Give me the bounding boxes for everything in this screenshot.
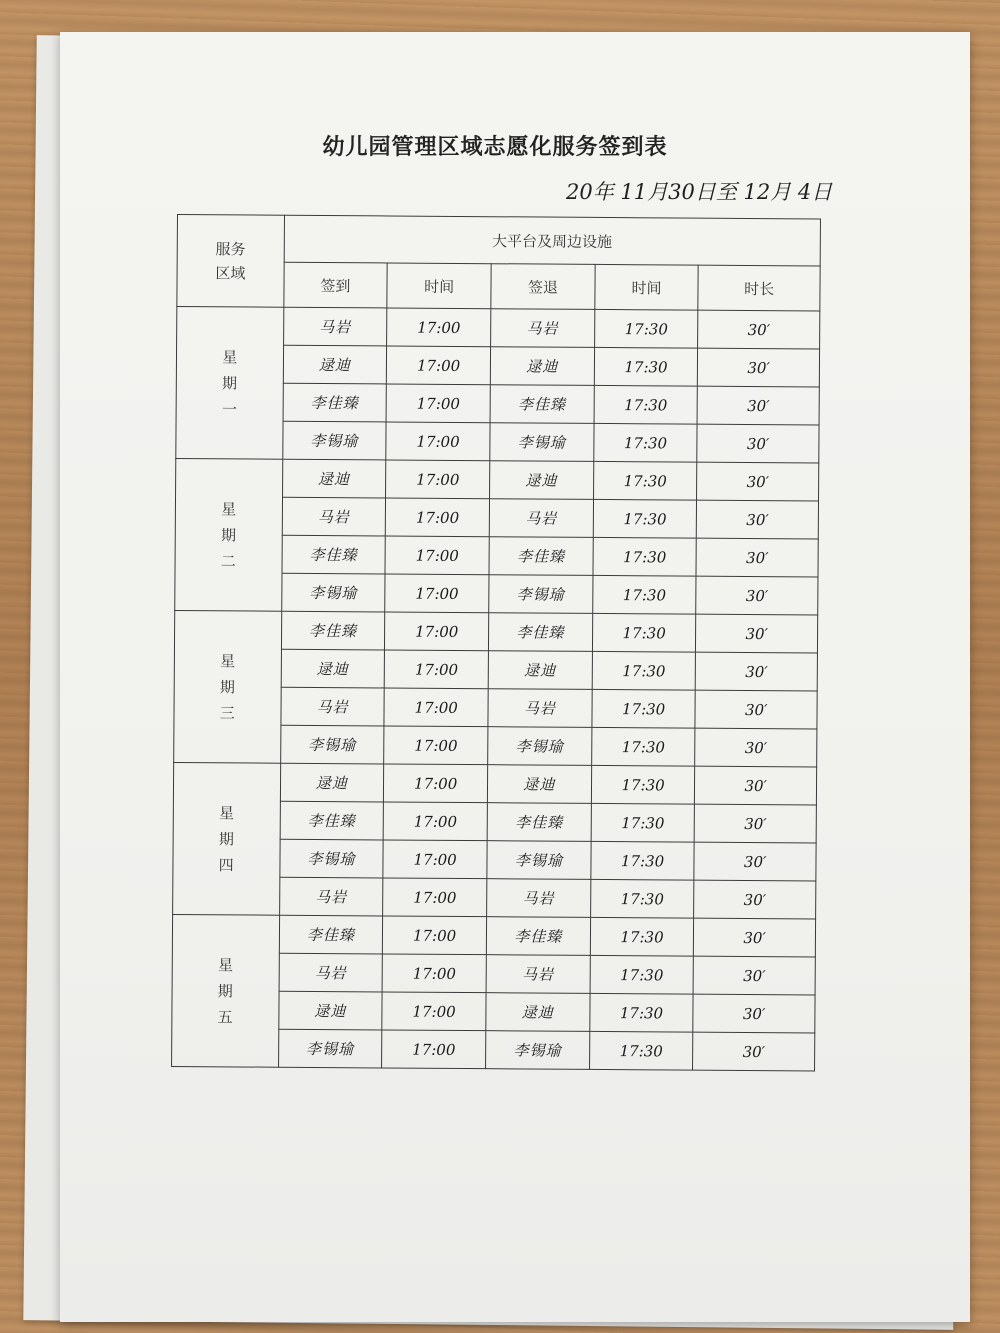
- sign-out-time: 17:30: [591, 727, 695, 766]
- sign-out-signature: 逯迪: [488, 651, 592, 690]
- column-header-duration: 时长: [698, 265, 820, 311]
- sign-in-time: 17:00: [385, 612, 489, 651]
- sign-in-signature: 李佳臻: [281, 611, 385, 650]
- sign-out-signature: 李锡瑜: [486, 1031, 590, 1070]
- duration-value: 30′: [694, 842, 816, 881]
- table-row: [172, 914, 815, 956]
- duration-value: 30′: [693, 1032, 815, 1071]
- column-header-sign-in: 签到: [283, 262, 387, 308]
- duration-value: 30′: [695, 804, 817, 843]
- sign-in-signature: 逯迪: [278, 991, 382, 1030]
- sign-in-time: 17:00: [383, 878, 487, 917]
- sign-in-time: 17:00: [385, 536, 489, 575]
- day-label-char: 星: [217, 955, 234, 974]
- duration-value: 30′: [694, 918, 816, 957]
- sign-in-time: 17:00: [387, 346, 491, 385]
- sign-in-time: 17:00: [385, 574, 489, 613]
- table-body: [172, 307, 820, 1071]
- sign-in-signature: 逯迪: [280, 763, 384, 802]
- day-label-char: 星: [219, 803, 235, 822]
- sign-out-time: 17:30: [589, 1031, 693, 1070]
- column-header-sign-out: 签退: [491, 264, 595, 310]
- sign-out-signature: 李佳臻: [486, 917, 590, 956]
- sign-in-time: 17:00: [387, 308, 491, 347]
- day-label: [172, 914, 280, 1067]
- day-label-char: 期: [217, 981, 233, 1000]
- sign-in-signature: 李锡瑜: [281, 573, 385, 612]
- day-label-char: 星: [221, 499, 237, 518]
- sign-out-signature: 李锡瑜: [488, 727, 592, 766]
- sign-in-time: 17:00: [382, 992, 486, 1031]
- sign-in-signature: 逯迪: [283, 345, 387, 384]
- sign-in-time: 17:00: [386, 422, 490, 461]
- sign-in-time: 17:00: [384, 650, 488, 689]
- sign-out-time: 17:30: [590, 993, 694, 1032]
- sign-in-signature: 李锡瑜: [282, 421, 386, 460]
- document-title: 幼儿园管理区域志愿化服务签到表: [322, 135, 668, 160]
- area-name: 大平台及周边设施: [284, 215, 821, 266]
- duration-value: 30′: [696, 614, 818, 653]
- day-label-char: 四: [218, 855, 234, 874]
- sign-out-signature: 李佳臻: [487, 803, 591, 842]
- date-range: 20年 11月30日至 12月 4日: [566, 180, 833, 204]
- sign-in-time: 17:00: [382, 954, 486, 993]
- sign-in-signature: 李佳臻: [280, 801, 384, 840]
- sign-in-signature: 马岩: [280, 687, 384, 726]
- day-label-char: 星: [222, 347, 238, 366]
- sign-in-table: [171, 214, 821, 1071]
- duration-value: 30′: [697, 462, 819, 501]
- duration-value: 30′: [696, 652, 818, 691]
- duration-value: 30′: [696, 538, 818, 577]
- table-row: [176, 458, 819, 500]
- sign-in-time: 17:00: [386, 460, 490, 499]
- sign-in-time: 17:00: [383, 840, 487, 879]
- day-label-char: 五: [217, 1007, 233, 1026]
- column-header-out-time: 时间: [595, 264, 699, 310]
- sign-out-time: 17:30: [594, 423, 698, 462]
- sign-out-time: 17:30: [591, 803, 695, 842]
- sign-out-signature: 李锡瑜: [489, 575, 593, 614]
- day-label-char: 星: [220, 651, 236, 670]
- duration-value: 30′: [698, 310, 820, 349]
- sign-in-signature: 李锡瑜: [278, 1029, 382, 1068]
- duration-value: 30′: [695, 690, 817, 729]
- sign-out-time: 17:30: [594, 385, 698, 424]
- sign-out-signature: 李佳臻: [489, 537, 593, 576]
- sign-in-signature: 逯迪: [282, 459, 386, 498]
- sign-out-signature: 马岩: [489, 499, 593, 538]
- sign-in-time: 17:00: [384, 726, 488, 765]
- table-row: [174, 610, 817, 652]
- day-label-char: 期: [222, 373, 238, 392]
- sign-out-time: 17:30: [590, 955, 694, 994]
- sign-in-time: 17:00: [383, 916, 487, 955]
- sign-in-signature: 逯迪: [281, 649, 385, 688]
- day-label-char: 三: [219, 703, 235, 722]
- sign-out-time: 17:30: [591, 841, 695, 880]
- sign-out-time: 17:30: [590, 917, 694, 956]
- sign-out-time: 17:30: [592, 651, 696, 690]
- sign-out-time: 17:30: [591, 765, 695, 804]
- sign-out-signature: 李佳臻: [488, 613, 592, 652]
- sign-out-time: 17:30: [593, 537, 697, 576]
- sign-in-signature: 马岩: [279, 877, 383, 916]
- sign-out-signature: 李锡瑜: [487, 841, 591, 880]
- duration-value: 30′: [698, 348, 820, 387]
- day-label-char: 期: [219, 677, 236, 696]
- sign-out-signature: 李佳臻: [490, 385, 594, 424]
- sign-out-signature: 马岩: [487, 879, 591, 918]
- sign-in-signature: 李锡瑜: [280, 725, 384, 764]
- sign-in-signature: 李佳臻: [283, 383, 387, 422]
- sign-out-time: 17:30: [594, 309, 698, 348]
- sign-out-time: 17:30: [592, 575, 696, 614]
- sign-in-signature: 李锡瑜: [279, 839, 383, 878]
- duration-value: 30′: [697, 424, 819, 463]
- sign-in-time: 17:00: [384, 688, 488, 727]
- sign-out-time: 17:30: [593, 499, 697, 538]
- region-header-line-2: 区域: [215, 263, 246, 282]
- day-label: [176, 307, 284, 460]
- sign-in-time: 17:00: [383, 802, 487, 841]
- day-label-char: 二: [220, 551, 236, 570]
- duration-value: 30′: [696, 576, 818, 615]
- region-header: [177, 215, 284, 308]
- duration-value: 30′: [693, 994, 815, 1033]
- day-label: [173, 762, 281, 915]
- day-label-char: 期: [218, 829, 234, 848]
- sign-out-signature: 李锡瑜: [490, 423, 594, 462]
- day-label: [175, 458, 283, 611]
- sign-in-time: 17:00: [384, 764, 488, 803]
- sign-out-time: 17:30: [590, 879, 694, 918]
- sign-in-signature: 马岩: [282, 497, 386, 536]
- table-row: [177, 307, 820, 349]
- sign-out-signature: 逯迪: [490, 347, 594, 386]
- region-header-line-1: 服务: [215, 239, 246, 258]
- sign-out-signature: 逯迪: [487, 765, 591, 804]
- column-header-in-time: 时间: [387, 263, 491, 309]
- duration-value: 30′: [695, 766, 817, 805]
- sign-out-time: 17:30: [593, 461, 697, 500]
- sign-in-signature: 李佳臻: [279, 915, 383, 954]
- duration-value: 30′: [697, 386, 819, 425]
- day-label: [174, 610, 282, 763]
- sign-out-signature: 逯迪: [486, 993, 590, 1032]
- sign-out-time: 17:30: [592, 689, 696, 728]
- sign-in-time: 17:00: [386, 498, 490, 537]
- sign-in-signature: 马岩: [283, 307, 387, 346]
- sign-out-signature: 马岩: [486, 955, 590, 994]
- sign-out-time: 17:30: [594, 347, 698, 386]
- sign-in-time: 17:00: [382, 1030, 486, 1069]
- day-label-char: 一: [221, 399, 237, 418]
- sign-in-time: 17:00: [386, 384, 490, 423]
- sign-out-signature: 马岩: [491, 309, 595, 348]
- duration-value: 30′: [694, 956, 816, 995]
- sign-out-signature: 马岩: [488, 689, 592, 728]
- sign-out-time: 17:30: [592, 613, 696, 652]
- duration-value: 30′: [694, 880, 816, 919]
- sign-out-signature: 逯迪: [490, 461, 594, 500]
- sign-in-signature: 李佳臻: [282, 535, 386, 574]
- sign-in-signature: 马岩: [279, 953, 383, 992]
- day-label-char: 期: [220, 525, 237, 544]
- duration-value: 30′: [697, 500, 819, 539]
- duration-value: 30′: [695, 728, 817, 767]
- table-row: [173, 762, 816, 804]
